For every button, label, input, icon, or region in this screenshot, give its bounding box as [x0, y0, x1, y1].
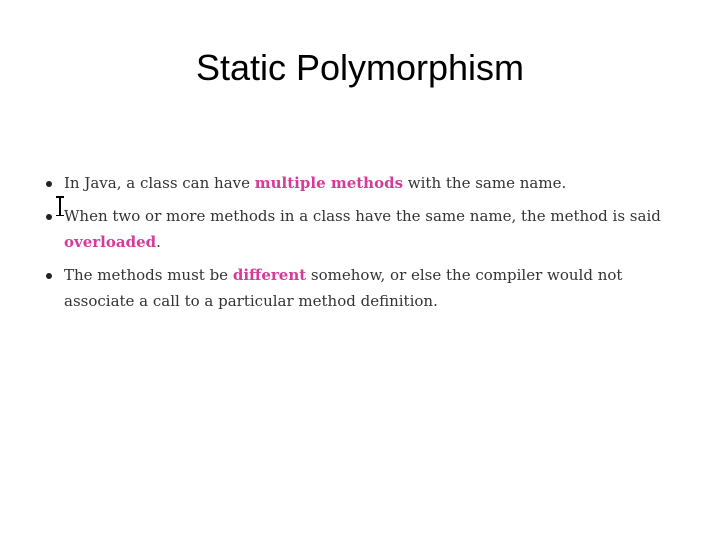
- bullet-dot-icon: [46, 181, 52, 187]
- text-cursor-icon: [56, 196, 64, 216]
- bullet-item: [40, 262, 680, 314]
- bullet-list: [40, 170, 680, 321]
- bullet-text: .: [156, 233, 161, 251]
- bullet-text: The methods must be: [64, 266, 233, 284]
- slide-title: Static Polymorphism: [195, 47, 525, 88]
- bullet-item: [40, 203, 680, 255]
- bullet-text: somehow, or else the compiler would not associate a call to a particular method definition.: [64, 266, 623, 310]
- bullet-item: [40, 170, 680, 196]
- highlight-text: different: [232, 266, 307, 284]
- bullet-dot-icon: [46, 273, 52, 279]
- bullet-text: When two or more methods in a class have the same name, the method is said: [64, 207, 661, 225]
- highlight-text: overloaded: [64, 233, 157, 251]
- bullet-text: In Java, a class can have: [64, 174, 255, 192]
- bullet-text: with the same name.: [403, 174, 567, 192]
- highlight-text: multiple methods: [254, 174, 404, 192]
- bullet-dot-icon: [46, 214, 52, 220]
